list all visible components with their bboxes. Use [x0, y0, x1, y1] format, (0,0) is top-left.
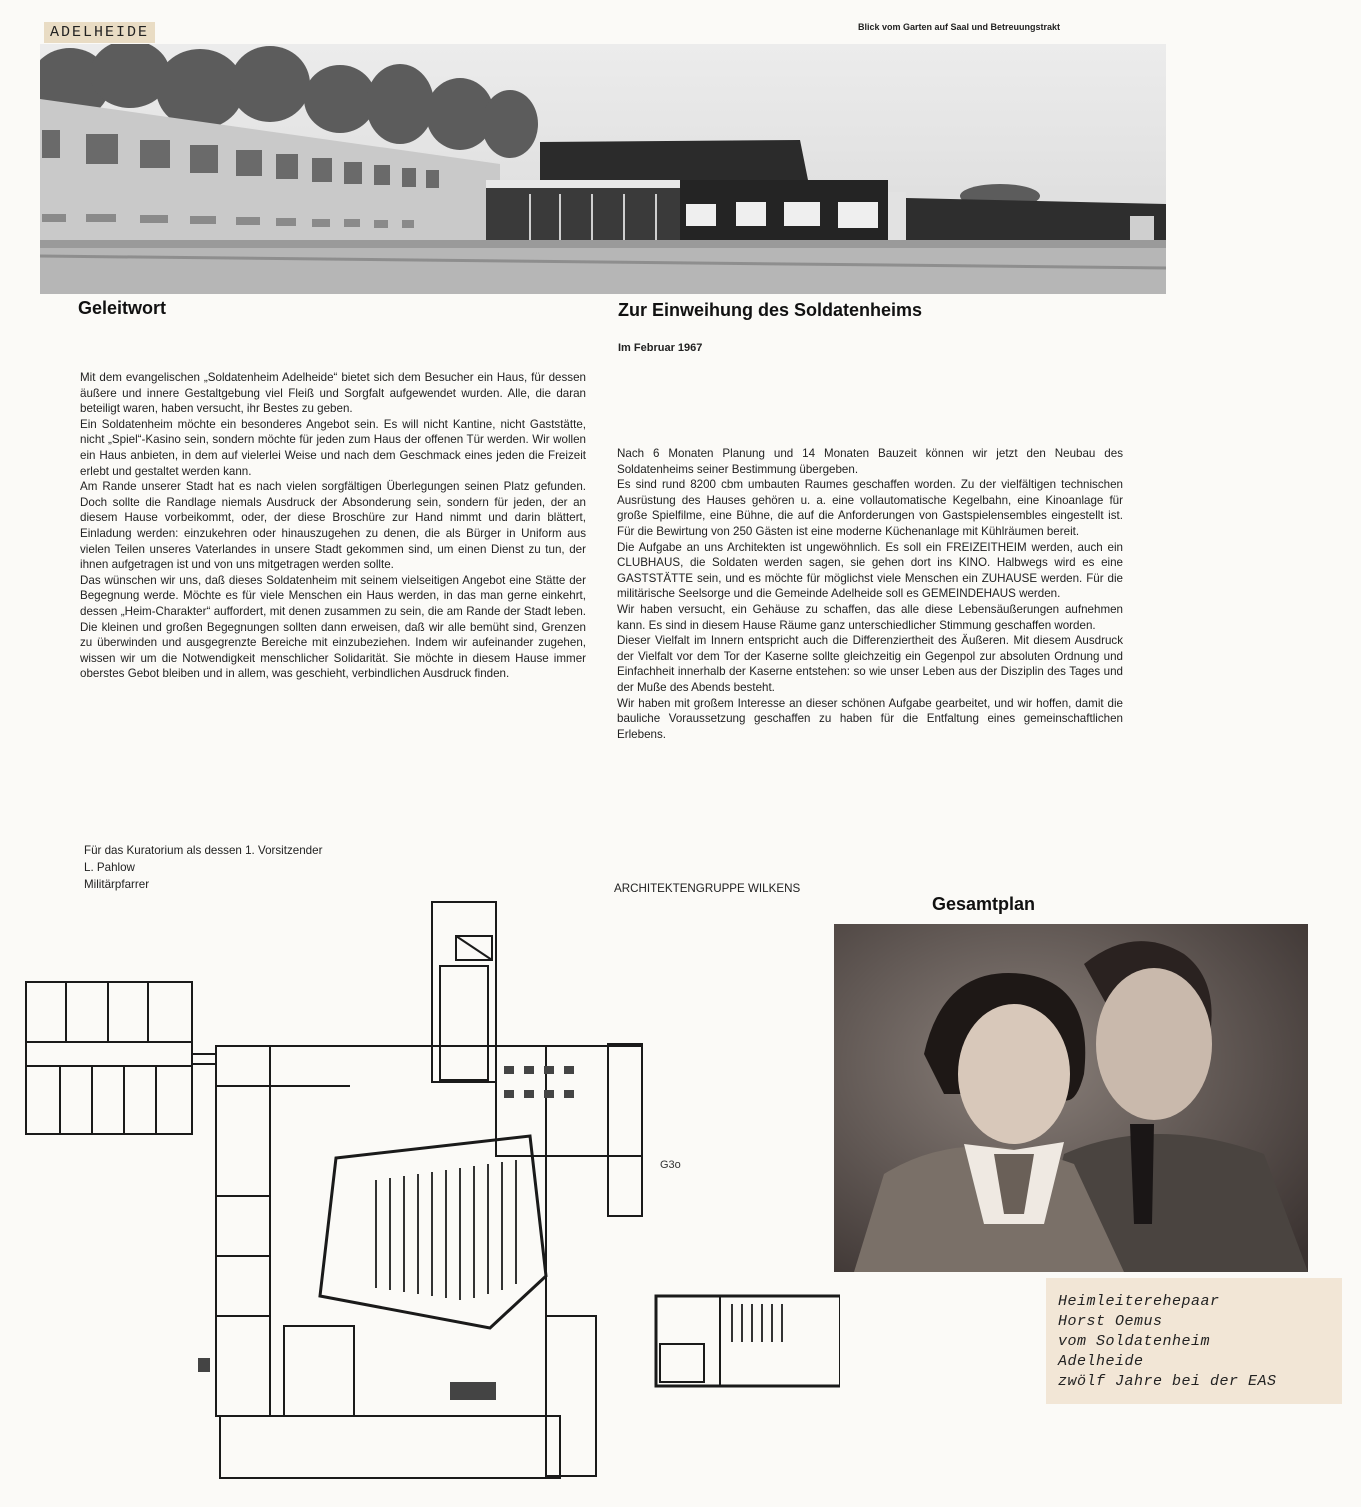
geleitwort-heading: Geleitwort: [78, 298, 167, 318]
building-photo-image: [40, 44, 1166, 294]
photo-note: [1046, 1278, 1342, 1404]
signature-line: Militärpfarrer: [84, 878, 150, 891]
einweihung-paragraph: Dieser Vielfalt im Innern entspricht auch die Differenziertheit des Äußeren. Mit diesem Ausdruck der Vielfalt vor dem Tor der Kaserne sollte gleichzeitig ein Gegenpol zur absoluten Ordnung und Einfachheit innerhalb der Kaserne entstehen: so wie unser Leben aus der Disziplin des Tages und der Muße des Abends besteht.: [617, 634, 1123, 694]
einweihung-paragraph: Es sind rund 8200 cbm umbauten Raumes geschaffen worden. Zu der vielfältigen technischen Ausrüstung des Hauses gehören u. a. eine vollautomatische Kegelbahn, eine Kinoanlage für große Spielfilme, eine Bühne, die auf die Anforderungen von Gastspielensembles eingestellt ist. Für die Bewirtung von 250 Gästen ist eine moderne Küchenanlage mit Kühlräumen bereit.: [617, 478, 1123, 538]
einweihung-heading: Zur Einweihung des Soldatenheims: [618, 300, 923, 320]
plan-label: G3o: [660, 1159, 681, 1171]
geleitwort-text: [80, 370, 586, 682]
geleitwort-signature: [84, 842, 322, 893]
einweihung-paragraph: Wir haben versucht, ein Gehäuse zu schaffen, das alle diese Lebensäußerungen aufnehmen kann. Es sind in diesem Hause Räume ganz unterschiedlicher Stimmung geschaffen worden.: [617, 602, 1123, 632]
einweihung-text: [617, 446, 1123, 742]
plan-title: Gesamtplan: [932, 894, 1036, 914]
building-photo: [40, 44, 1166, 294]
architect-signature: ARCHITEKTENGRUPPE WILKENS: [614, 882, 801, 895]
photo-note-line: Adelheide: [1058, 1353, 1144, 1370]
photo-caption: Blick vom Garten auf Saal und Betreuungstrakt: [858, 22, 1061, 32]
geleitwort-paragraph: Ein Soldatenheim möchte ein besonderes Angebot sein. Es will nicht Kantine, nicht Gaststätte, nicht „Spiel“-Kasino sein, sondern möchte für jeden zum Haus der offenen Tür werden. Wir wollen ein Haus anbieten, in dem auf vielerlei Weise und nach dem Geschmack eines jeden die Freizeit erlebt und gestaltet werden kann.: [80, 417, 586, 478]
photo-note-line: Horst Oemus: [1058, 1313, 1163, 1330]
einweihung-paragraph: Nach 6 Monaten Planung und 14 Monaten Bauzeit können wir jetzt den Neubau des Soldatenheims seiner Bestimmung übergeben.: [617, 447, 1123, 476]
portrait-photo: [834, 924, 1308, 1272]
geleitwort-paragraph: Mit dem evangelischen „Soldatenheim Adelheide“ bietet sich dem Besucher ein Haus, für dessen äußere und innere Gestaltgebung viel Fleiß und Sorgfalt aufgewendet wurden. Alle, die daran beteiligt waren, haben versucht, ihr Bestes zu geben.: [80, 371, 586, 416]
floor-plan: [20, 896, 840, 1496]
geleitwort-paragraph: Das wünschen wir uns, daß dieses Soldatenheim mit seinem vielseitigen Angebot eine Stätte der Begegnung werde. Möchte es für viele Menschen ein Haus werden, in das man gerne einkehrt, dessen „Heim-Charakter“ auffordert, mit denen zusammen zu sein, die am Rande der Stadt leben. Die kleinen und großen Begegnungen sollten dann erweisen, daß wir alle bemüht sind, Grenzen zu überwinden und ausgegrenzte Bereiche mit einzubeziehen. Indem wir aufeinander zugehen, wissen wir um die Notwendigkeit menschlicher Solidarität. Sie möchte in diesem Hause immer oberstes Gebot bleiben und in allem, was geschieht, verbindlichen Ausdruck finden.: [80, 573, 586, 681]
geleitwort-paragraph: Am Rande unserer Stadt hat es nach vielen sorgfältigen Überlegungen seinen Platz gefunden. Doch sollte die Randlage niemals Ausdruck der Absonderung sein, sondern für jeden, der an diesem Hause vorbeikommt, oder, der diese Broschüre zur Hand nimmt und darin blättert, Einladung werden: einzukehren oder hinauszugehen zu denen, die als Bürger in Uniform aus vielen Teilen unseres Vaterlandes in unsere Stadt gekommen sind, um einen Dienst zu tun, der ihnen aufgetragen ist und von uns mitgetragen werden sollte.: [80, 480, 586, 572]
floor-plan-drawing: [20, 896, 840, 1496]
einweihung-paragraph: Wir haben mit großem Interesse an dieser schönen Aufgabe gearbeitet, und wir hoffen, damit die bauliche Voraussetzung geschaffen zu haben für die Entfaltung eines gemeinschaftlichen Erlebens.: [617, 696, 1123, 741]
einweihung-paragraph: Die Aufgabe an uns Architekten ist ungewöhnlich. Es soll ein FREIZEITHEIM werden, auch ein CLUBHAUS, die Soldaten werden sagen, sie gehen dort ins KINO. Halbwegs wird es eine GASTSTÄTTE sein, und es möchte für möglichst viele Menschen ein ZUHAUSE werden. Für die militärische Seelsorge und die Gemeinde Adelheide soll es GEMEINDEHAUS werden.: [617, 540, 1123, 601]
portrait-photo-image: [834, 924, 1308, 1272]
section-tag: ADELHEIDE: [44, 22, 155, 43]
signature-line: L. Pahlow: [84, 861, 135, 874]
signature-line: Für das Kuratorium als dessen 1. Vorsitzender: [84, 844, 323, 857]
photo-note-line: Heimleiterehepaar: [1058, 1293, 1220, 1310]
einweihung-date: Im Februar 1967: [618, 342, 703, 354]
photo-note-line: zwölf Jahre bei der EAS: [1058, 1373, 1277, 1390]
photo-note-line: vom Soldatenheim: [1058, 1333, 1211, 1350]
